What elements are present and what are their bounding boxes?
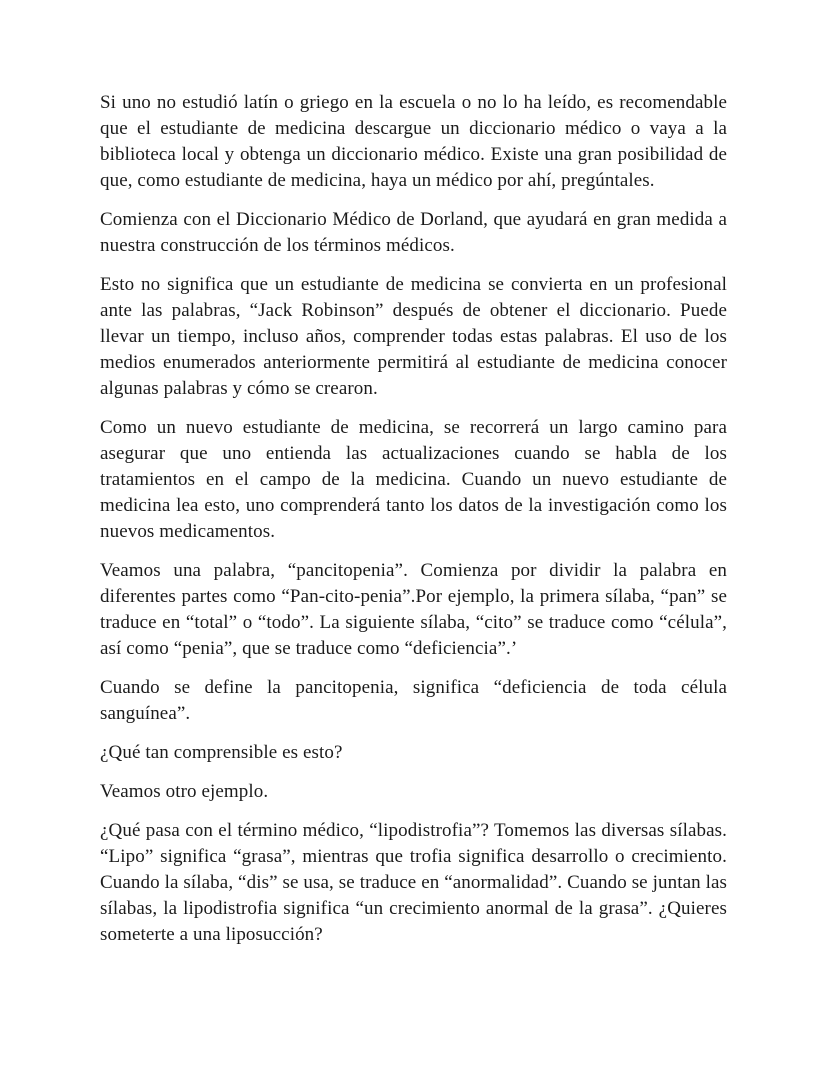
paragraph-dorland: Comienza con el Diccionario Médico de Dorland, que ayudará en gran medida a nuestra construcción de los términos médicos. [100, 209, 727, 256]
text-block [100, 90, 727, 961]
paragraph-question-comprehensible: ¿Qué tan comprensible es esto? [100, 742, 343, 763]
paragraph-intro-dictionary: Si uno no estudió latín o griego en la escuela o no lo ha leído, es recomendable que el estudiante de medicina descargue un diccionario médico o vaya a la biblioteca local y obtenga un diccionario médico. Existe una gran posibilidad de que, como estudiante de medicina, haya un médico por ahí, pregúntales. [100, 92, 727, 191]
paragraph-pancitopenia-definition: Cuando se define la pancitopenia, significa “deficiencia de toda célula sanguínea”. [100, 677, 727, 724]
paragraph-new-student: Como un nuevo estudiante de medicina, se recorrerá un largo camino para asegurar que uno entienda las actualizaciones cuando se habla de los tratamientos en el campo de la medicina. Cuando un nuevo estudiante de medicina lea esto, uno comprenderá tanto los datos de la investigación como los nuevos medicamentos. [100, 417, 727, 542]
paragraph-another-example: Veamos otro ejemplo. [100, 781, 269, 802]
paragraph-pancitopenia-breakdown: Veamos una palabra, “pancitopenia”. Comienza por dividir la palabra en diferentes partes como “Pan-cito-penia”.Por ejemplo, la primera sílaba, “pan” se traduce en “total” o “todo”. La siguiente sílaba, “cito” se traduce como “célula”, así como “penia”, que se traduce como “deficiencia”.’ [100, 560, 727, 659]
paragraph-jack-robinson: Esto no significa que un estudiante de medicina se convierta en un profesional ante las palabras, “Jack Robinson” después de obtener el diccionario. Puede llevar un tiempo, incluso años, comprender todas estas palabras. El uso de los medios enumerados anteriormente permitirá al estudiante de medicina conocer algunas palabras y cómo se crearon. [100, 274, 727, 399]
paragraph-lipodistrofia: ¿Qué pasa con el término médico, “lipodistrofia”? Tomemos las diversas sílabas. “Lipo” significa “grasa”, mientras que trofia significa desarrollo o crecimiento. Cuando la sílaba, “dis” se usa, se traduce en “anormalidad”. Cuando se juntan las sílabas, la lipodistrofia significa “un crecimiento anormal de la grasa”. ¿Quieres someterte a una liposucción? [100, 820, 727, 945]
